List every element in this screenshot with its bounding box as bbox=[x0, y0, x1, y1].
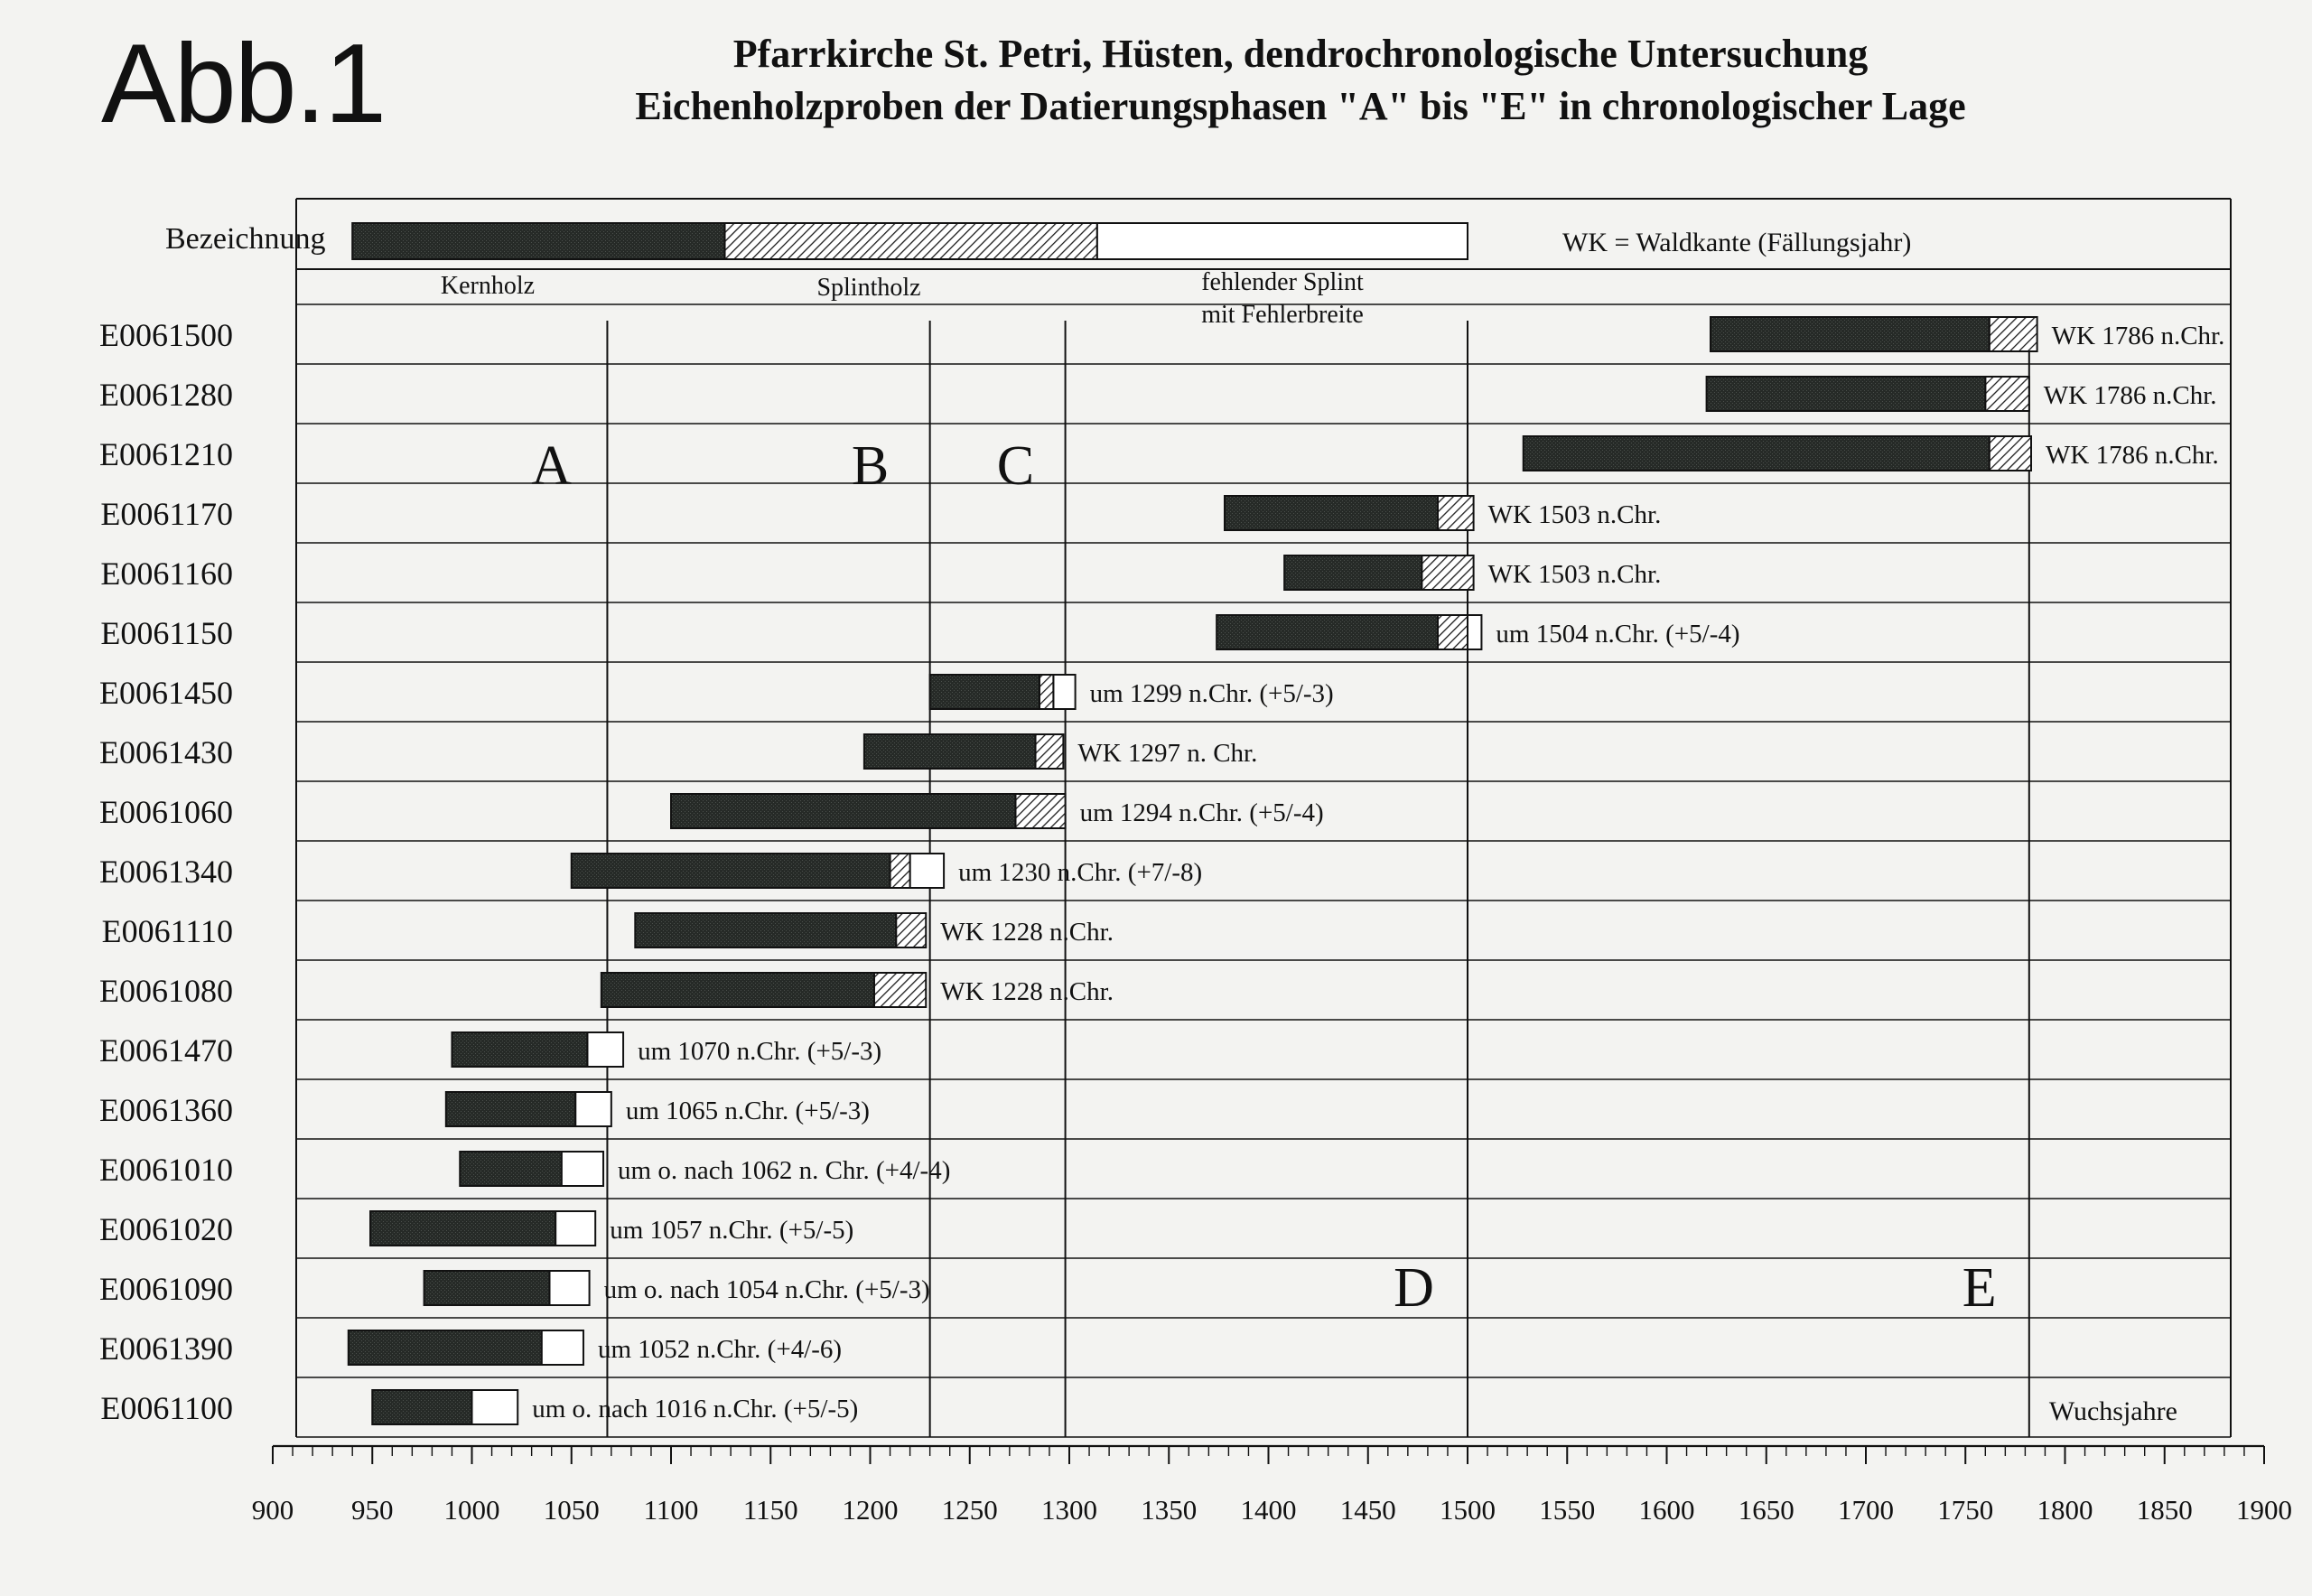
x-tick-label: 1900 bbox=[2236, 1494, 2292, 1526]
sample-name: E0061280 bbox=[99, 377, 233, 413]
x-tick-label: 1500 bbox=[1440, 1494, 1496, 1526]
missing-sapwood-bar bbox=[472, 1390, 518, 1424]
felling-date-label: um o. nach 1062 n. Chr. (+4/-4) bbox=[618, 1156, 951, 1185]
sapwood-bar bbox=[1438, 615, 1468, 649]
sapwood-bar bbox=[874, 973, 926, 1007]
sapwood-bar bbox=[1039, 675, 1053, 709]
heartwood-bar bbox=[372, 1390, 471, 1424]
legend-missing-label-2: mit Fehlerbreite bbox=[1201, 301, 1364, 329]
sample-name: E0061080 bbox=[99, 973, 233, 1009]
x-tick-label: 1550 bbox=[1539, 1494, 1596, 1526]
missing-sapwood-bar bbox=[562, 1152, 603, 1186]
legend-heartwood-swatch bbox=[352, 223, 724, 259]
sample-name: E0061340 bbox=[99, 854, 233, 890]
legend-sapwood-swatch bbox=[725, 223, 1097, 259]
heartwood-bar bbox=[671, 794, 1015, 828]
chart-subtitle: Eichenholzproben der Datierungsphasen "A" bis "E" in chronologischer Lage bbox=[635, 84, 1966, 128]
sample-name: E0061020 bbox=[99, 1211, 233, 1247]
felling-date-label: um 1065 n.Chr. (+5/-3) bbox=[625, 1097, 870, 1125]
x-tick-label: 1800 bbox=[2037, 1494, 2093, 1526]
felling-date-label: WK 1503 n.Chr. bbox=[1487, 560, 1662, 589]
sapwood-bar bbox=[1015, 794, 1065, 828]
heartwood-bar bbox=[424, 1271, 550, 1305]
heartwood-bar bbox=[1711, 317, 1990, 351]
heartwood-bar bbox=[1217, 615, 1438, 649]
x-tick-label: 900 bbox=[251, 1494, 294, 1526]
legend-heartwood-label: Kernholz bbox=[440, 272, 536, 300]
sample-name: E0061170 bbox=[100, 496, 233, 532]
felling-date-label: um 1057 n.Chr. (+5/-5) bbox=[610, 1216, 854, 1245]
sample-name: E0061450 bbox=[99, 675, 233, 711]
heartwood-bar bbox=[635, 913, 896, 947]
heartwood-bar bbox=[452, 1032, 587, 1067]
heartwood-bar bbox=[460, 1152, 561, 1186]
felling-date-label: um 1299 n.Chr. (+5/-3) bbox=[1089, 679, 1334, 708]
x-tick-label: 1200 bbox=[842, 1494, 899, 1526]
heartwood-bar bbox=[349, 1330, 542, 1365]
missing-sapwood-bar bbox=[555, 1211, 595, 1246]
felling-date-label: WK 1228 n.Chr. bbox=[940, 977, 1114, 1006]
x-tick-label: 1150 bbox=[742, 1494, 798, 1526]
x-tick-label: 1650 bbox=[1738, 1494, 1795, 1526]
sample-name: E0061470 bbox=[99, 1032, 233, 1069]
phase-label-a: A bbox=[531, 435, 573, 497]
x-axis-label: Wuchsjahre bbox=[2048, 1396, 2177, 1426]
sample-name: E0061390 bbox=[99, 1330, 233, 1367]
sample-name: E0061010 bbox=[99, 1152, 233, 1188]
x-tick-label: 1050 bbox=[543, 1494, 600, 1526]
heartwood-bar bbox=[601, 973, 874, 1007]
sample-name: E0061110 bbox=[101, 913, 233, 949]
phase-label-d: D bbox=[1394, 1257, 1434, 1319]
felling-date-label: um o. nach 1054 n.Chr. (+5/-3) bbox=[603, 1275, 930, 1304]
legend-missing-label: fehlender Splint bbox=[1201, 268, 1364, 296]
sample-name: E0061500 bbox=[99, 317, 233, 353]
felling-date-label: um o. nach 1016 n.Chr. (+5/-5) bbox=[532, 1395, 859, 1423]
felling-date-label: WK 1228 n.Chr. bbox=[940, 918, 1114, 947]
chart-title: Pfarrkirche St. Petri, Hüsten, dendrochronologische Untersuchung bbox=[732, 32, 1869, 76]
sample-name: E0061060 bbox=[99, 794, 233, 830]
felling-date-label: um 1230 n.Chr. (+7/-8) bbox=[958, 858, 1203, 887]
x-tick-label: 1100 bbox=[643, 1494, 699, 1526]
missing-sapwood-bar bbox=[587, 1032, 623, 1067]
x-tick-label: 1400 bbox=[1240, 1494, 1297, 1526]
sapwood-bar bbox=[1438, 496, 1474, 530]
heartwood-bar bbox=[572, 854, 890, 888]
heartwood-bar bbox=[370, 1211, 555, 1246]
x-tick-label: 1450 bbox=[1339, 1494, 1396, 1526]
sample-name: E0061430 bbox=[99, 734, 233, 770]
heartwood-bar bbox=[1284, 555, 1422, 590]
felling-date-label: WK 1786 n.Chr. bbox=[2051, 322, 2225, 350]
heartwood-bar bbox=[1707, 377, 1986, 411]
x-tick-label: 1750 bbox=[1937, 1494, 1994, 1526]
figure-label: Abb.1 bbox=[101, 22, 386, 146]
missing-sapwood-bar bbox=[910, 854, 944, 888]
missing-sapwood-bar bbox=[542, 1330, 583, 1365]
x-tick-label: 1600 bbox=[1638, 1494, 1695, 1526]
legend-row-label: Bezeichnung bbox=[165, 222, 326, 256]
x-tick-label: 1850 bbox=[2136, 1494, 2193, 1526]
sample-name: E0061100 bbox=[100, 1390, 233, 1426]
legend-missing-swatch bbox=[1097, 223, 1468, 259]
heartwood-bar bbox=[930, 675, 1039, 709]
legend-sapwood-label: Splintholz bbox=[816, 274, 921, 302]
felling-date-label: um 1070 n.Chr. (+5/-3) bbox=[638, 1037, 882, 1066]
missing-sapwood-bar bbox=[549, 1271, 589, 1305]
sapwood-bar bbox=[890, 854, 910, 888]
felling-date-label: um 1504 n.Chr. (+5/-4) bbox=[1496, 620, 1740, 649]
sample-name: E0061150 bbox=[100, 615, 233, 651]
heartwood-bar bbox=[446, 1092, 575, 1126]
sample-name: E0061160 bbox=[100, 555, 233, 592]
sapwood-bar bbox=[1990, 436, 2031, 471]
sample-name: E0061210 bbox=[99, 436, 233, 472]
missing-sapwood-bar bbox=[1468, 615, 1481, 649]
sapwood-bar bbox=[1990, 317, 2037, 351]
x-tick-label: 1700 bbox=[1838, 1494, 1894, 1526]
x-tick-label: 1350 bbox=[1141, 1494, 1198, 1526]
x-tick-label: 1000 bbox=[443, 1494, 500, 1526]
sapwood-bar bbox=[1036, 734, 1064, 769]
heartwood-bar bbox=[1524, 436, 1990, 471]
phase-label-b: B bbox=[851, 435, 890, 497]
sample-name: E0061360 bbox=[99, 1092, 233, 1128]
felling-date-label: um 1294 n.Chr. (+5/-4) bbox=[1079, 798, 1324, 827]
felling-date-label: WK 1786 n.Chr. bbox=[2043, 381, 2217, 410]
heartwood-bar bbox=[864, 734, 1036, 769]
sapwood-bar bbox=[1422, 555, 1473, 590]
phase-label-e: E bbox=[1962, 1257, 1997, 1319]
phase-label-c: C bbox=[996, 435, 1035, 497]
felling-date-label: WK 1297 n. Chr. bbox=[1077, 739, 1258, 768]
missing-sapwood-bar bbox=[1053, 675, 1075, 709]
x-tick-label: 950 bbox=[351, 1494, 394, 1526]
heartwood-bar bbox=[1225, 496, 1438, 530]
felling-date-label: WK 1503 n.Chr. bbox=[1487, 500, 1662, 529]
felling-date-label: um 1052 n.Chr. (+4/-6) bbox=[597, 1335, 843, 1364]
sapwood-bar bbox=[1985, 377, 2029, 411]
sample-name: E0061090 bbox=[99, 1271, 233, 1307]
x-tick-label: 1250 bbox=[941, 1494, 998, 1526]
legend-wk-note: WK = Waldkante (Fällungsjahr) bbox=[1562, 228, 1912, 257]
x-tick-label: 1300 bbox=[1041, 1494, 1097, 1526]
sapwood-bar bbox=[896, 913, 926, 947]
missing-sapwood-bar bbox=[575, 1092, 611, 1126]
felling-date-label: WK 1786 n.Chr. bbox=[2046, 441, 2219, 470]
